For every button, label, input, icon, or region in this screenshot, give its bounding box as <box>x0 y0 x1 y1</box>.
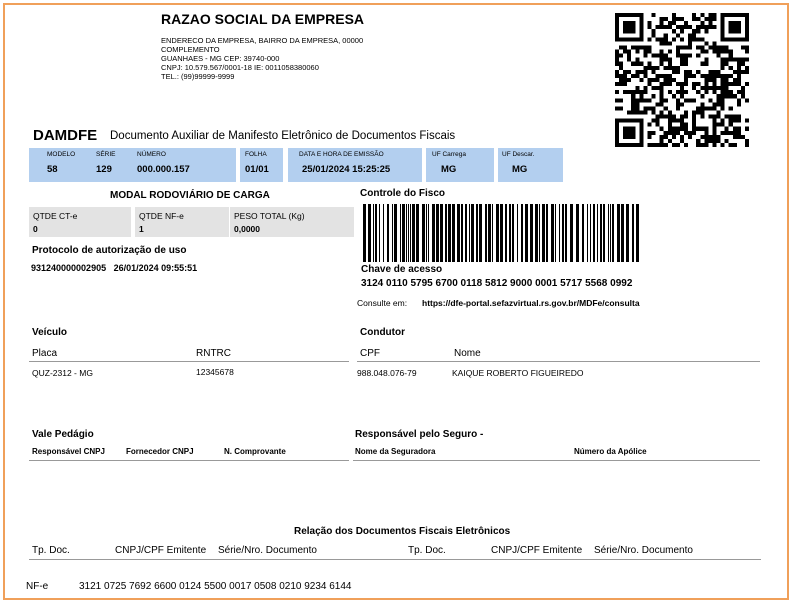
access-key-label: Chave de acesso <box>361 264 443 275</box>
company-name: RAZAO SOCIAL DA EMPRESA <box>161 11 365 27</box>
company-ids: CNPJ: 10.579.567/0001-18 IE: 0011058380060 <box>161 63 319 72</box>
header-label-uf-descar: UF Descar. <box>502 151 535 158</box>
qr-code-icon <box>615 13 749 147</box>
header-value-uf-carrega: MG <box>441 164 457 175</box>
consult-label: Consulte em: <box>357 298 408 308</box>
documents-title: Relação dos Documentos Fiscais Eletrônicos <box>294 526 511 537</box>
header-box-uf-descar <box>498 148 563 182</box>
header-value-numero: 000.000.157 <box>137 164 190 175</box>
documents-col-serie-right: Série/Nro. Documento <box>594 545 693 556</box>
documents-divider <box>29 559 761 560</box>
header-label-numero: NÚMERO <box>137 151 166 158</box>
header-value-emissao: 25/01/2024 15:25:25 <box>302 164 391 175</box>
vehicle-title: Veículo <box>32 327 68 338</box>
header-label-folha: FOLHA <box>245 151 267 158</box>
fisco-label: Controle do Fisco <box>360 188 445 199</box>
modal-label-nfe: QTDE NF-e <box>139 211 184 221</box>
driver-cpf: 988.048.076-79 <box>357 368 417 378</box>
insurance-col-apolice: Número da Apólice <box>574 447 647 456</box>
toll-col-comprovante: N. Comprovante <box>224 447 286 456</box>
protocol-value: 931240000002905 26/01/2024 09:55:51 <box>31 263 198 273</box>
company-phone: TEL.: (99)99999-9999 <box>161 72 235 81</box>
modal-title: MODAL RODOVIÁRIO DE CARGA <box>110 190 270 201</box>
doc-subtitle: Documento Auxiliar de Manifesto Eletrônico de Documentos Fiscais <box>110 130 456 142</box>
vehicle-col-rntrc: RNTRC <box>196 348 231 359</box>
protocol-label: Protocolo de autorização de uso <box>32 245 187 256</box>
documents-col-type-left: Tp. Doc. <box>32 545 70 556</box>
modal-value-peso: 0,0000 <box>234 224 260 234</box>
toll-title: Vale Pedágio <box>32 429 94 440</box>
header-box-document <box>29 148 236 182</box>
documents-col-serie-left: Série/Nro. Documento <box>218 545 317 556</box>
header-label-uf-carrega: UF Carrega <box>432 151 466 158</box>
modal-value-cte: 0 <box>33 224 38 234</box>
header-value-serie: 129 <box>96 164 112 175</box>
damdfe-page <box>3 3 789 600</box>
driver-name: KAIQUE ROBERTO FIGUEIREDO <box>452 368 584 378</box>
driver-col-name: Nome <box>454 348 481 359</box>
modal-label-cte: QTDE CT-e <box>33 211 78 221</box>
header-box-emissao <box>288 148 422 182</box>
vehicle-divider <box>29 361 349 362</box>
header-label-emissao: DATA E HORA DE EMISSÃO <box>299 151 384 158</box>
header-box-folha <box>240 148 283 182</box>
header-value-modelo: 58 <box>47 164 58 175</box>
consult-url-link[interactable]: https://dfe-portal.sefazvirtual.rs.gov.br/MDFe/consulta <box>422 298 640 308</box>
modal-box-peso <box>230 207 354 237</box>
company-address: ENDERECO DA EMPRESA, BAIRRO DA EMPRESA, 00000 <box>161 36 364 45</box>
toll-col-responsavel: Responsável CNPJ <box>32 447 105 456</box>
doc-title: DAMDFE <box>33 127 98 144</box>
driver-col-cpf: CPF <box>360 348 380 359</box>
header-label-modelo: MODELO <box>47 151 76 158</box>
company-complement: COMPLEMENTO <box>161 45 220 54</box>
vehicle-plate: QUZ-2312 - MG <box>32 368 93 378</box>
modal-label-peso: PESO TOTAL (Kg) <box>234 211 305 221</box>
vehicle-rntrc: 12345678 <box>196 367 234 377</box>
insurance-title: Responsável pelo Seguro - <box>355 429 484 440</box>
documents-col-cnpj-right: CNPJ/CPF Emitente <box>491 545 583 556</box>
modal-box-cte <box>29 207 131 237</box>
company-city: GUANHAES - MG CEP: 39740-000 <box>161 54 280 63</box>
document-row-type: NF-e <box>26 581 49 592</box>
insurance-col-seguradora: Nome da Seguradora <box>355 447 436 456</box>
driver-divider <box>357 361 760 362</box>
header-value-uf-descar: MG <box>512 164 528 175</box>
insurance-divider <box>353 460 760 461</box>
documents-col-cnpj-left: CNPJ/CPF Emitente <box>115 545 207 556</box>
driver-title: Condutor <box>360 327 405 338</box>
header-box-uf-carrega <box>426 148 494 182</box>
vehicle-col-plate: Placa <box>32 348 58 359</box>
modal-value-nfe: 1 <box>139 224 144 234</box>
modal-box-nfe <box>135 207 229 237</box>
barcode-icon <box>361 204 643 262</box>
toll-col-fornecedor: Fornecedor CNPJ <box>126 447 194 456</box>
toll-divider <box>29 460 349 461</box>
header-label-serie: SÉRIE <box>96 151 116 158</box>
access-key-value: 3124 0110 5795 6700 0118 5812 9000 0001 5717 5568 0992 <box>361 278 633 289</box>
header-value-folha: 01/01 <box>245 164 269 175</box>
documents-col-type-right: Tp. Doc. <box>408 545 446 556</box>
document-row-key: 3121 0725 7692 6600 0124 5500 0017 0508 0210 9234 6144 <box>79 581 352 592</box>
